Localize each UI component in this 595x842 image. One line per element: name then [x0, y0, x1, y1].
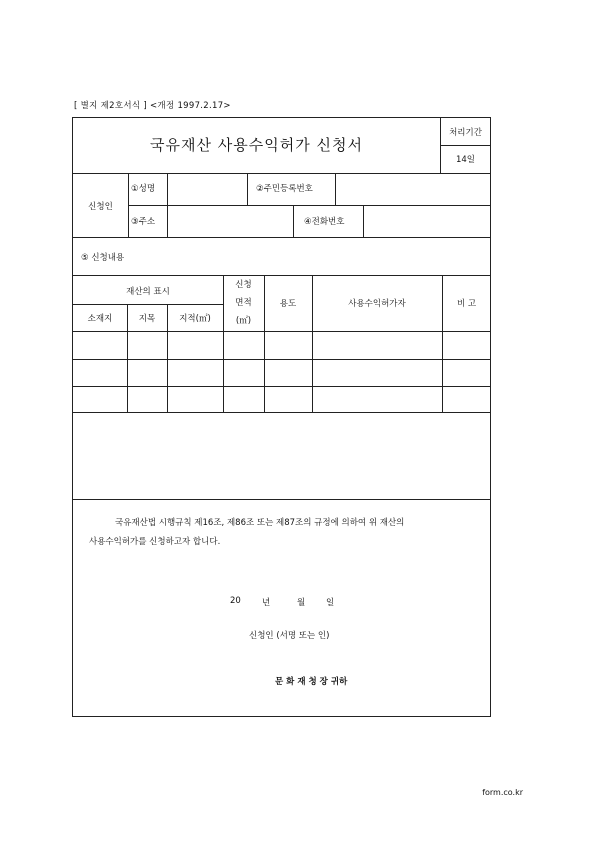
applicant-label-col	[167, 173, 168, 237]
area-header-line1: 신청	[235, 280, 252, 290]
permit-holder-header: 사용수익허가자	[348, 299, 406, 309]
name-label: ①성명	[131, 184, 156, 194]
date-year-label: 년	[262, 598, 271, 608]
name-value-divider	[247, 173, 248, 205]
table-row-rule-1	[73, 359, 491, 360]
signature-line: 신청인 (서명 또는 인)	[249, 631, 330, 641]
title-bottom-rule	[73, 173, 491, 174]
statement-line-2: 사용수익허가를 신청하고자 합니다.	[89, 537, 221, 547]
blank-area-bottom-rule	[73, 499, 491, 500]
applicant-label: 신청인	[88, 202, 113, 212]
source-footer: form.co.kr	[482, 788, 523, 797]
applicant-mid-rule	[128, 205, 491, 206]
group-header-rule	[73, 304, 223, 305]
address-value-divider	[293, 205, 294, 237]
use-header: 용도	[279, 299, 297, 309]
phone-label: ④전화번호	[304, 217, 345, 227]
phone-label-divider	[363, 205, 364, 237]
col-divider-5	[312, 275, 313, 412]
date-year-prefix: 20	[230, 596, 241, 606]
processing-period-label: 처리기간	[449, 128, 482, 138]
request-bottom-rule	[73, 275, 491, 276]
table-header-bottom	[73, 331, 491, 332]
col-divider-4	[264, 275, 265, 412]
applicant-bottom-rule	[73, 237, 491, 238]
processing-divider	[440, 145, 491, 146]
location-header: 소재지	[87, 314, 113, 324]
table-row-rule-2	[73, 386, 491, 387]
date-month-label: 월	[297, 598, 306, 608]
address-label: ③주소	[131, 217, 156, 227]
area-header-line3: (㎡)	[235, 316, 252, 326]
addressee: 문 화 재 청 장 귀하	[275, 677, 348, 687]
statement-line-1: 국유재산법 시행규칙 제16조, 제86조 또는 제87조의 규정에 의하여 위 재산의	[115, 518, 405, 528]
table-row-rule-3	[73, 412, 491, 413]
property-group-header: 재산의 표시	[126, 287, 170, 297]
col-divider-6	[442, 275, 443, 412]
request-section-label: ⑤ 신청내용	[81, 253, 125, 263]
form-number-note: [ 별지 제2호서식 ] <개정 1997.2.17>	[74, 101, 231, 111]
rrn-label: ②주민등록번호	[256, 184, 313, 194]
form-title: 국유재산 사용수익허가 신청서	[150, 136, 363, 154]
processing-period-value: 14일	[455, 155, 476, 165]
application-form	[72, 117, 491, 717]
remarks-header: 비 고	[456, 299, 477, 309]
date-day-label: 일	[326, 598, 335, 608]
rrn-label-divider	[335, 173, 336, 205]
land-category-header: 지목	[138, 314, 156, 324]
area-header-line2: 면적	[235, 298, 252, 308]
cadastral-area-header: 지적(㎡)	[179, 314, 211, 324]
